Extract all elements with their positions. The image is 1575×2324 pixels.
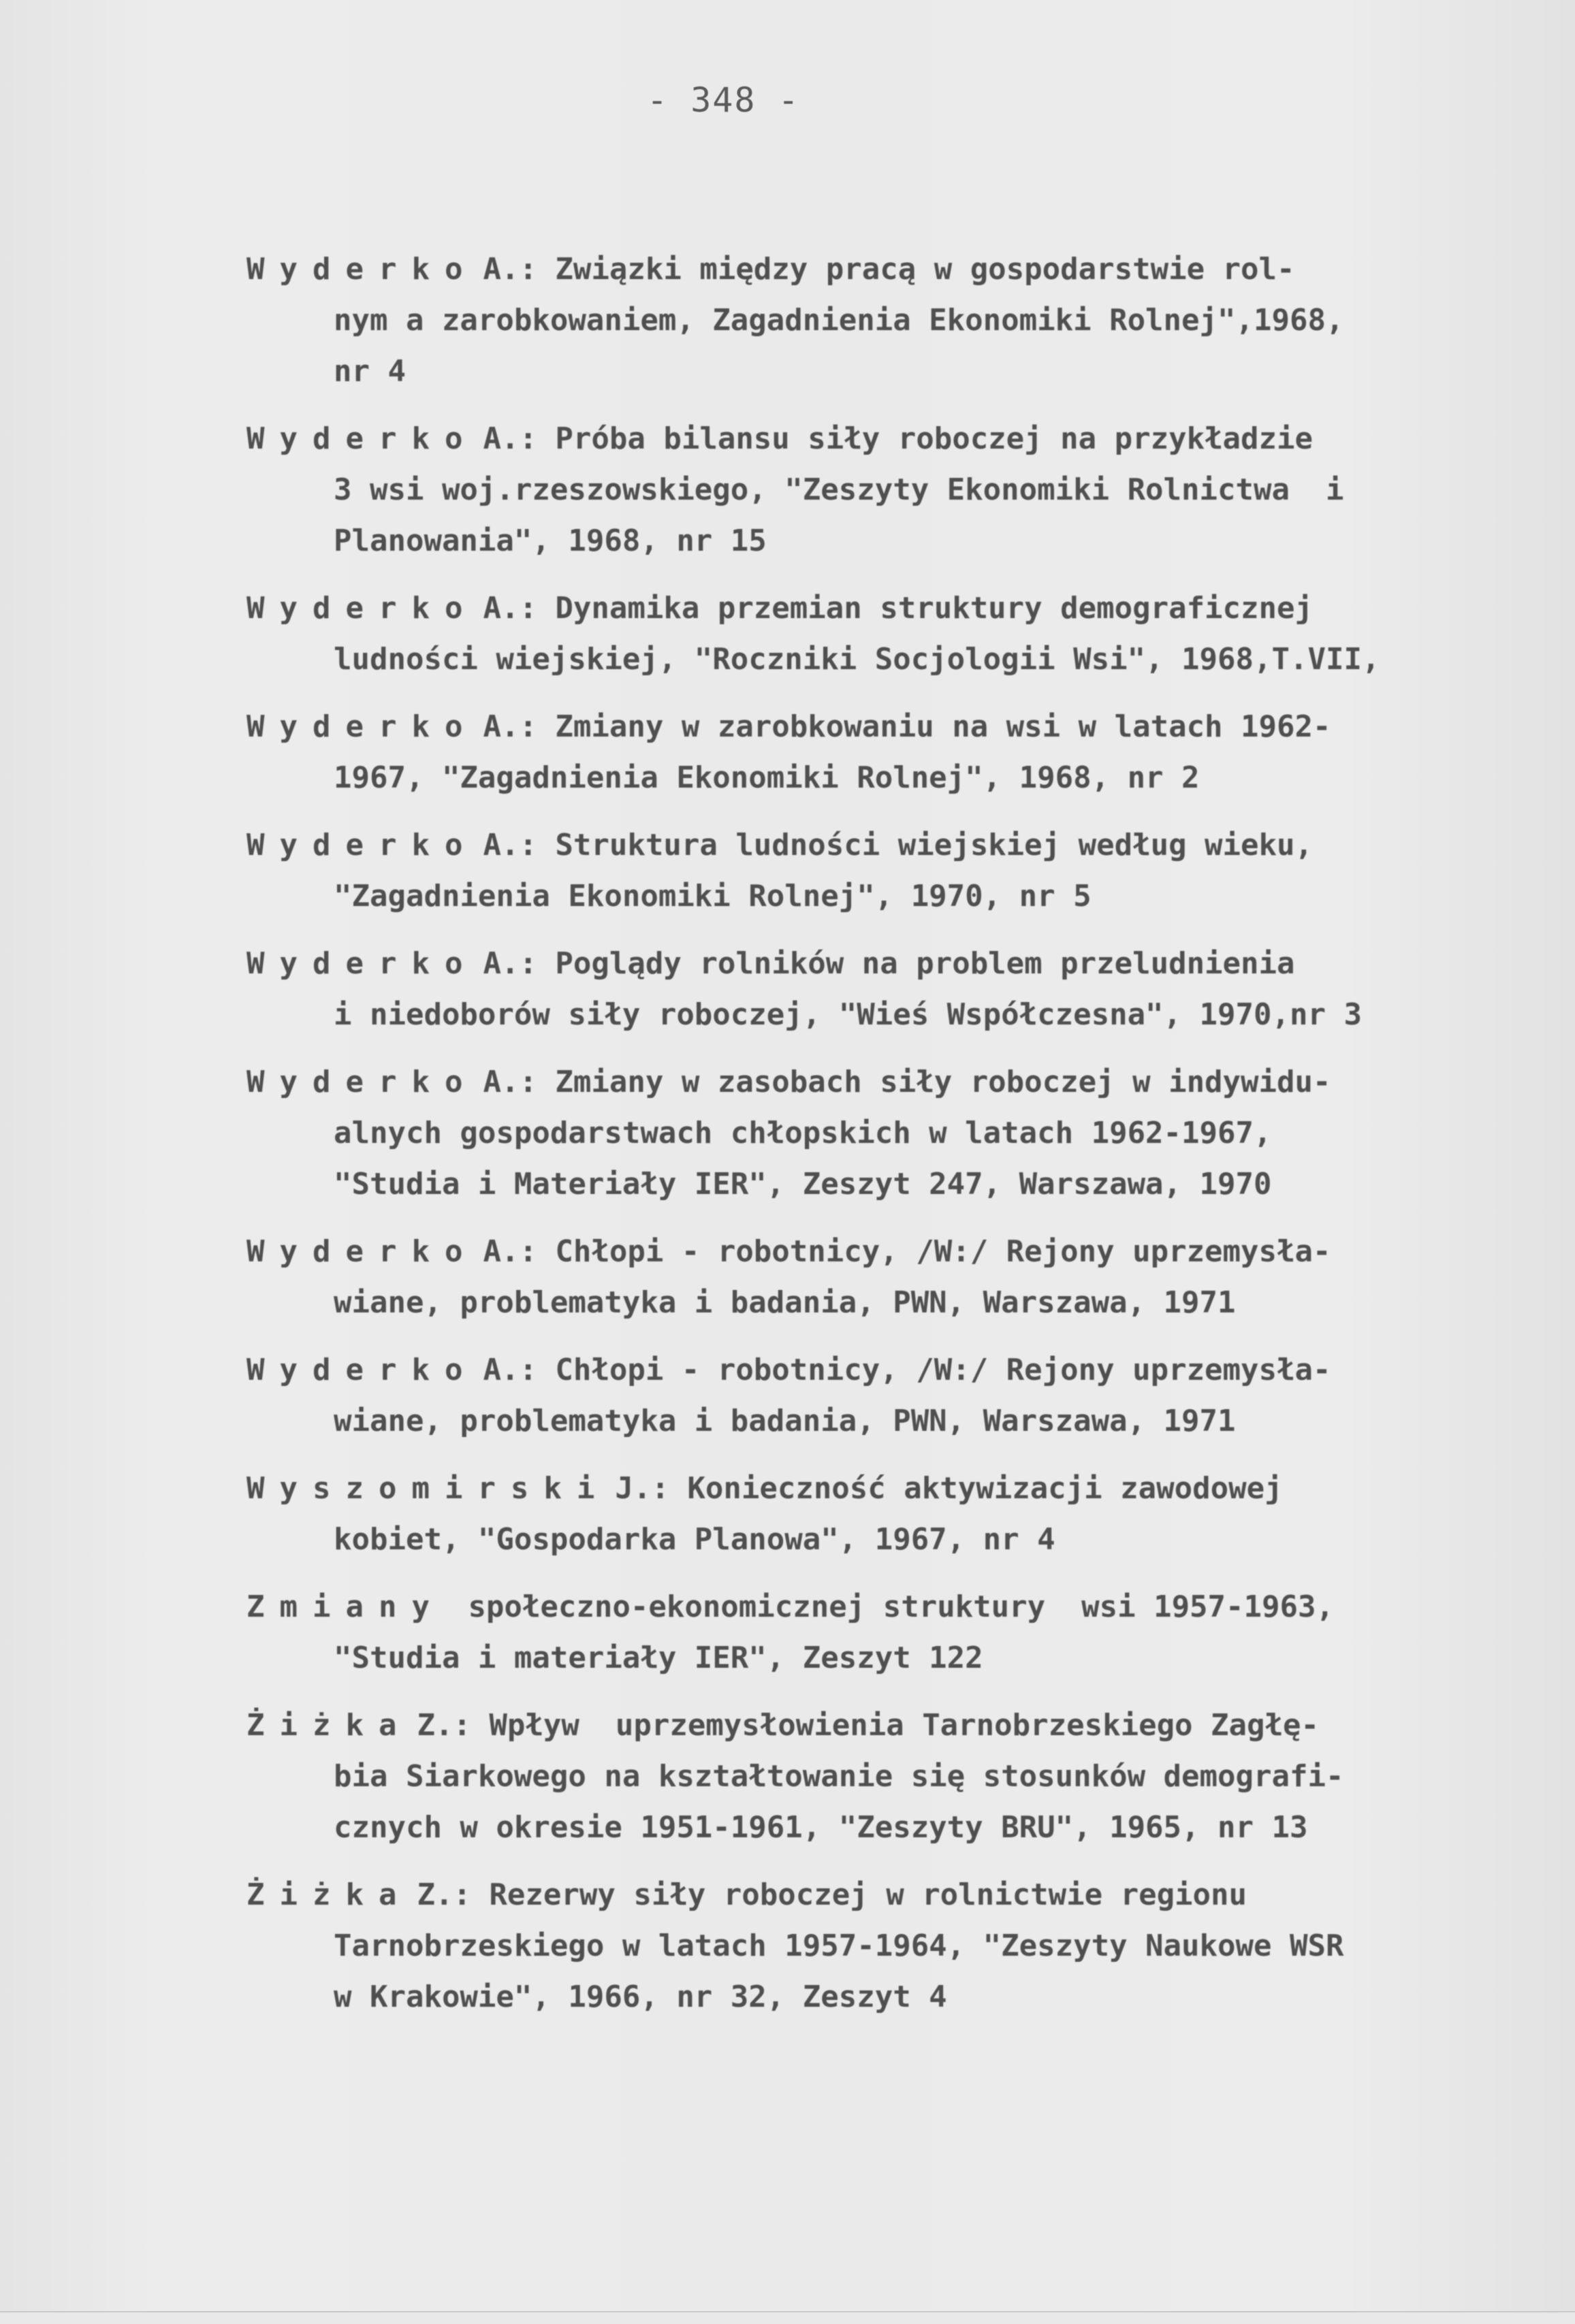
entry-title-start: Chłopi - robotnicy, /W:/ Rejony uprzemysła- [537,1234,1331,1269]
bibliography-entry [246,701,1527,803]
bibliography-entry [246,1056,1527,1210]
bibliography-list [246,244,1527,2039]
author-name: Wyderko [246,1065,478,1099]
bibliography-entry [246,938,1527,1040]
entry-first-line [246,701,1527,752]
author-initial: A.: [483,828,537,862]
author-name: Wyderko [246,591,478,626]
entry-continuation-line: "Studia i Materiały IER", Zeszyt 247, Warszawa, 1970 [334,1167,1272,1201]
entry-title-start: Chłopi - robotnicy, /W:/ Rejony uprzemysła- [537,1353,1331,1387]
entry-title-start: Dynamika przemian struktury demograficznej [537,591,1314,626]
entry-continuation-line: "Studia i materiały IER", Zeszyt 122 [334,1641,983,1675]
author-name: Wyszomirski [246,1471,610,1506]
entry-continuation-line: kobiet, "Gospodarka Planowa", 1967, nr 4 [334,1522,1055,1557]
entry-first-line [246,1226,1527,1277]
author-initial: A.: [483,591,537,626]
entry-first-line [246,1700,1527,1751]
entry-title-start: Zmiany w zasobach siły roboczej w indywidu- [537,1065,1331,1099]
page-number: - 348 - [647,80,800,120]
entry-title-start: społeczno-ekonomicznej struktury wsi 1957-1963, [449,1589,1334,1624]
author-name: Zmiany [246,1589,445,1624]
entry-continuation-line: 1967, "Zagadnienia Ekonomiki Rolnej", 1968, nr 2 [334,760,1200,795]
entry-title-start: Próba bilansu siły roboczej na przykładzie [537,421,1314,456]
entry-first-line [246,413,1527,464]
entry-continuation-line: nym a zarobkowaniem, Zagadnienia Ekonomiki Rolnej",1968, [334,303,1344,338]
entry-first-line [246,1344,1527,1395]
entry-first-line [246,820,1527,871]
author-initial: A.: [483,1065,537,1099]
entry-title-start: Poglądy rolników na problem przeludnienia [537,946,1295,981]
entry-title-start: Konieczność aktywizacji zawodowej [669,1471,1283,1506]
entry-title-start: Związki między pracą w gospodarstwie rol- [537,252,1295,287]
bibliography-entry [246,244,1527,397]
bibliography-entry [246,583,1527,685]
author-initial: J.: [615,1471,669,1506]
bibliography-entry [246,1869,1527,2022]
author-initial: Z.: [417,1708,471,1743]
entry-first-line [246,1581,1527,1632]
bibliography-entry [246,1226,1527,1328]
bibliography-entry [246,820,1527,922]
author-name: Wyderko [246,1353,478,1387]
author-initial: A.: [483,1353,537,1387]
bibliography-entry [246,1700,1527,1853]
author-name: Wyderko [246,252,478,287]
entry-title-start: Zmiany w zarobkowaniu na wsi w latach 1962- [537,709,1331,744]
entry-continuation-line: wiane, problematyka i badania, PWN, Warszawa, 1971 [334,1285,1236,1320]
author-initial: A.: [483,946,537,981]
author-initial: Z.: [417,1877,471,1912]
entry-continuation-line: 3 wsi woj.rzeszowskiego, "Zeszyty Ekonomiki Rolnictwa i [334,472,1344,507]
entry-first-line [246,1056,1527,1108]
author-initial: A.: [483,252,537,287]
author-name: Wyderko [246,828,478,862]
author-name: Żiżka [246,1877,412,1912]
entry-continuation-line: cznych w okresie 1951-1961, "Zeszyty BRU", 1965, nr 13 [334,1810,1308,1845]
entry-title-start: Wpływ uprzemysłowienia Tarnobrzeskiego Zagłę- [471,1708,1319,1743]
entry-continuation-line: wiane, problematyka i badania, PWN, Warszawa, 1971 [334,1404,1236,1438]
author-name: Wyderko [246,1234,478,1269]
entry-first-line [246,938,1527,989]
entry-continuation-line: w Krakowie", 1966, nr 32, Zeszyt 4 [334,1980,947,2014]
author-name: Wyderko [246,421,478,456]
bibliography-entry [246,1344,1527,1447]
bibliography-entry [246,1463,1527,1565]
entry-first-line [246,583,1527,634]
entry-continuation-line: bia Siarkowego na kształtowanie się stosunków demografi- [334,1759,1344,1794]
entry-title-start: Rezerwy siły roboczej w rolnictwie regionu [471,1877,1247,1912]
entry-continuation-line: nr 4 [334,354,406,389]
entry-continuation-line: Planowania", 1968, nr 15 [334,523,767,558]
entry-continuation-line: "Zagadnienia Ekonomiki Rolnej", 1970, nr 5 [334,879,1092,914]
bibliography-entry [246,1581,1527,1683]
entry-first-line [246,244,1527,295]
entry-continuation-line: Tarnobrzeskiego w latach 1957-1964, "Zeszyty Naukowe WSR [334,1928,1344,1963]
author-initial: A.: [483,1234,537,1269]
entry-first-line [246,1463,1527,1514]
bibliography-entry [246,413,1527,566]
author-initial: A.: [483,421,537,456]
author-name: Żiżka [246,1708,412,1743]
entry-first-line [246,1869,1527,1920]
entry-continuation-line: alnych gospodarstwach chłopskich w latach 1962-1967, [334,1116,1272,1150]
author-initial: A.: [483,709,537,744]
author-name: Wyderko [246,709,478,744]
author-name: Wyderko [246,946,478,981]
entry-title-start: Struktura ludności wiejskiej według wieku, [537,828,1314,862]
entry-continuation-line: ludności wiejskiej, "Roczniki Socjologii Wsi", 1968,T.VII, [334,642,1380,677]
entry-continuation-line: i niedoborów siły roboczej, "Wieś Współczesna", 1970,nr 3 [334,997,1362,1032]
